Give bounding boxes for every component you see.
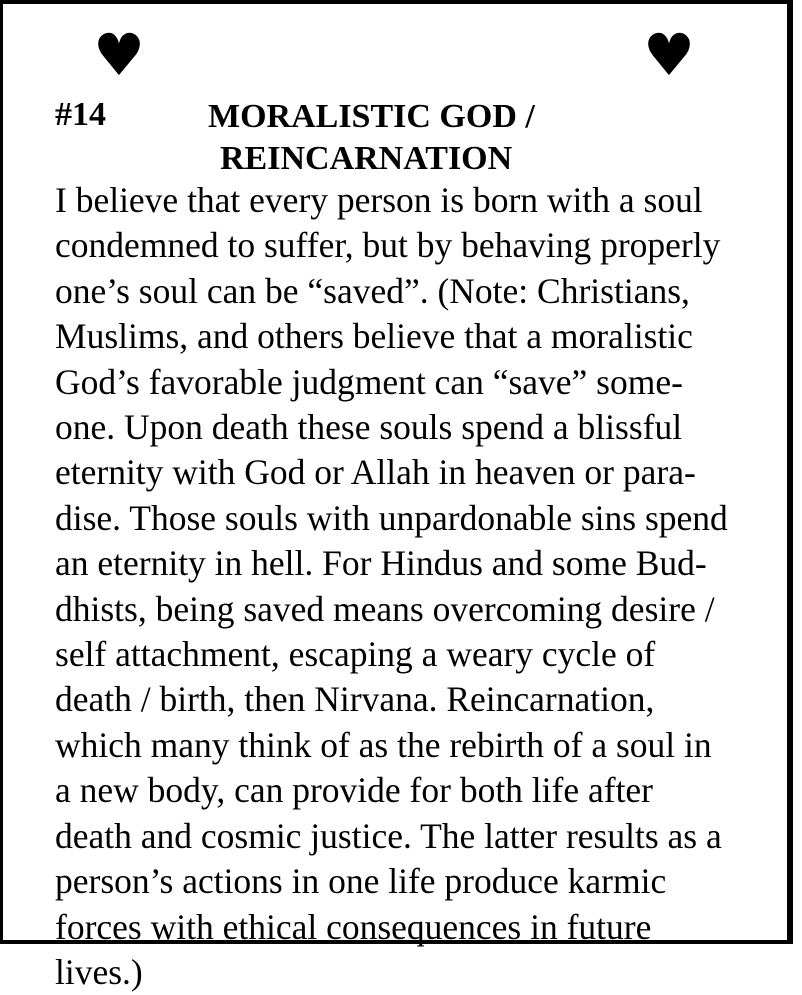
body-line: Muslims, and others believe that a moralistic — [55, 316, 693, 357]
heart-icon-left: ♥ — [93, 21, 145, 89]
body-line: eternity with God or Allah in heaven or para- — [55, 452, 696, 493]
body-line: a new body, can provide for both life after — [55, 770, 654, 811]
heart-icon-right: ♥ — [643, 21, 695, 89]
card-body-text — [55, 178, 785, 995]
body-line: I believe that every person is born with a soul — [55, 180, 703, 220]
body-line: dise. Those souls with unpardonable sins spend — [55, 497, 728, 538]
body-line: self attachment, escaping a weary cycle of — [55, 634, 656, 675]
body-line: God’s favorable judgment can “save” some- — [55, 361, 683, 402]
body-line: an eternity in hell. For Hindus and some Bud- — [55, 543, 707, 584]
body-line: person’s actions in one life produce karmic — [55, 861, 667, 902]
body-line: one’s soul can be “saved”. (Note: Christians, — [55, 270, 690, 311]
card-title — [208, 96, 535, 180]
body-line: one. Upon death these souls spend a blissful — [55, 407, 683, 448]
body-line: condemned to suffer, but by behaving properly — [55, 225, 721, 266]
body-line: forces with ethical consequences in future — [55, 906, 652, 947]
card-title-line-2: REINCARNATION — [220, 140, 513, 177]
card-title-line-1: MORALISTIC GOD / — [208, 98, 535, 135]
body-line: lives.) — [55, 951, 143, 992]
body-line: death / birth, then Nirvana. Reincarnation, — [55, 679, 655, 720]
card-number: #14 — [55, 96, 106, 133]
body-line: death and cosmic justice. The latter results as a — [55, 815, 722, 856]
body-line: which many think of as the rebirth of a soul in — [55, 724, 712, 765]
body-line: dhists, being saved means overcoming desire / — [55, 588, 715, 629]
